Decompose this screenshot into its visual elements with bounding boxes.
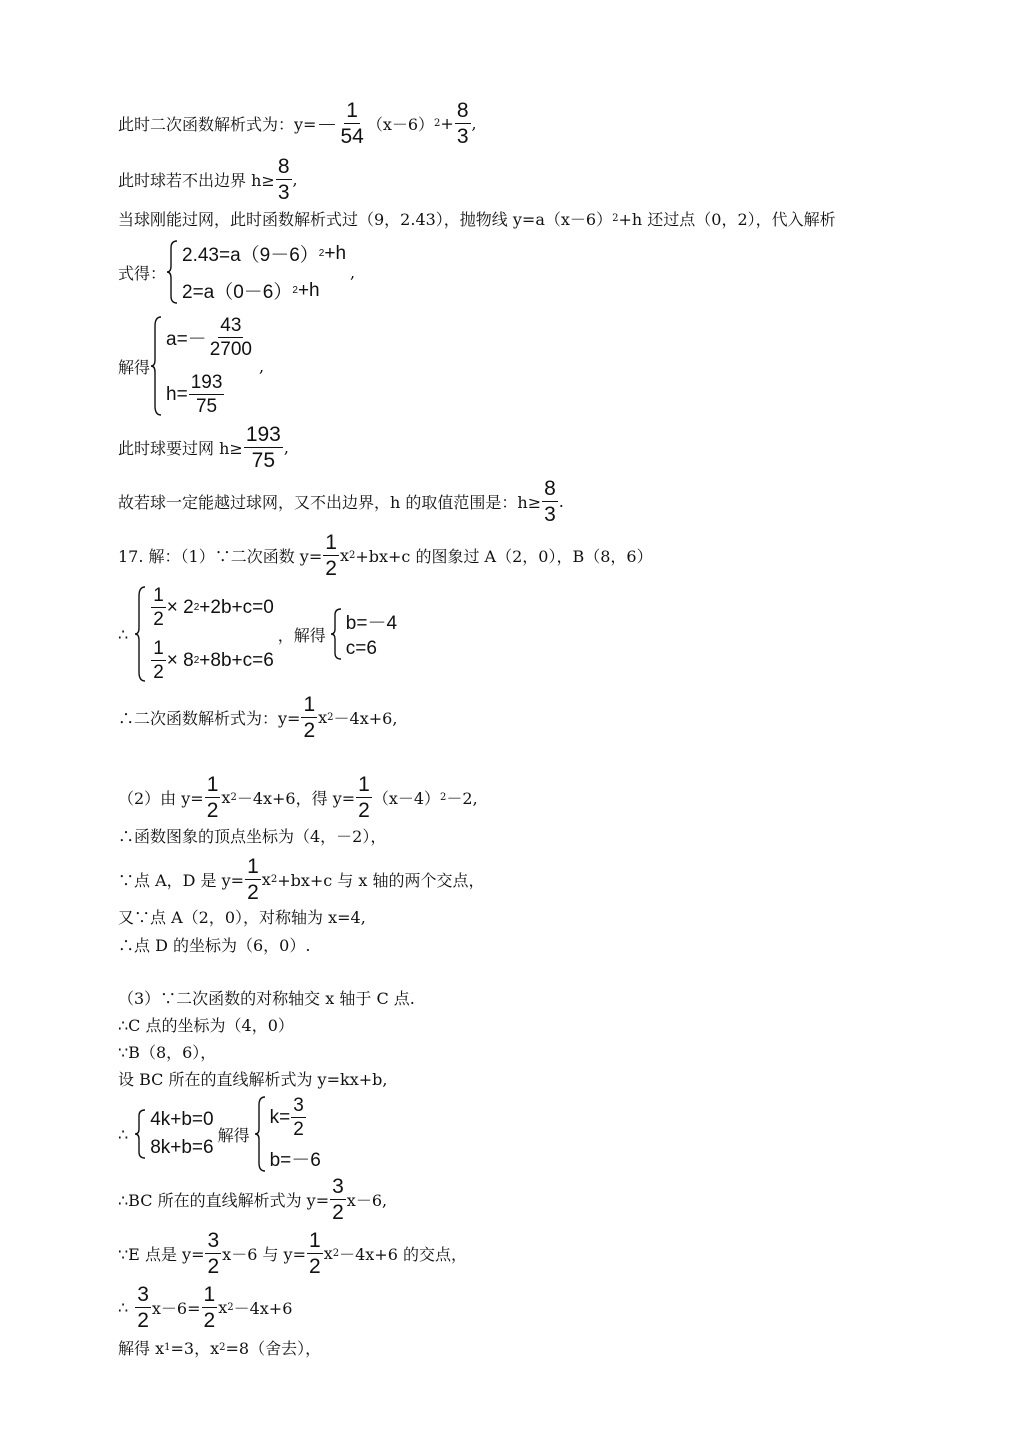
text: x [339, 546, 349, 565]
fraction: $\frac{3}{2}$ [137, 1283, 149, 1332]
text: x－6 与 y= [222, 1245, 306, 1264]
punct: . [558, 492, 564, 511]
left-brace-icon [134, 586, 146, 682]
subscript: 2 [219, 1342, 226, 1353]
therefore-symbol: ∴ [118, 1124, 129, 1144]
text: （2）由 y= [118, 789, 204, 808]
left-brace-icon [134, 1109, 146, 1159]
equation-system: $\frac{1}{2}$ × 2 2 +2b+c=0 $\frac{1}{2}$ × 8 2 +8b+c=6 [134, 586, 274, 682]
solution-system: a=－ $\frac{43}{2700}$ h= $\frac{193}{75}$ [150, 316, 255, 416]
text: x [221, 788, 231, 807]
line-system-equations [118, 240, 355, 304]
text: 此时球要过网 h≥ [118, 439, 243, 458]
line-net-condition [118, 207, 836, 230]
fraction: $\frac{8}{3}$ [456, 99, 469, 148]
exponent: 2 [434, 118, 441, 129]
left-brace-icon [254, 1096, 266, 1172]
text: 当球刚能过网，此时函数解析式过（9，2.43），抛物线 y=a（x－6） [118, 210, 613, 229]
text: 故若球一定能越过球网，又不出边界，h 的取值范围是：h≥ [118, 493, 542, 512]
fraction: $\frac{1}{2}$ [247, 855, 259, 904]
fraction: $\frac{1}{2}$ [203, 1283, 216, 1332]
exponent: 2 [440, 792, 447, 803]
line-part-3 [118, 986, 415, 1009]
fraction: $\frac{43}{2700}$ [209, 315, 252, 360]
line-equation-e [118, 1284, 292, 1331]
text: ∴点 D 的坐标为（6，0）. [118, 936, 311, 955]
fraction: $\frac{1}{2}$ [303, 693, 316, 742]
text: +bx+c 的图象过 A（2，0），B（8，6） [355, 547, 653, 566]
punct: , [283, 438, 289, 457]
exponent: 2 [332, 1248, 340, 1259]
therefore-symbol: ∴ [118, 1298, 129, 1317]
text: ，解得 [277, 625, 326, 645]
text: 式得： [118, 263, 167, 283]
text: ∴C 点的坐标为（4，0） [118, 1016, 294, 1035]
text: －4x+6 [233, 1299, 293, 1318]
fraction: $\frac{1}{2}$ [358, 773, 370, 822]
line-quadratic-result [118, 694, 397, 741]
plus-sign: + [440, 114, 454, 133]
line-point-b [118, 1040, 216, 1063]
text: =3，x [170, 1339, 220, 1358]
minus-sign: － [316, 113, 338, 137]
left-brace-icon [330, 608, 342, 660]
text: （x－4） [372, 789, 441, 808]
line-net-height [118, 424, 289, 471]
line-part-2 [118, 774, 478, 821]
fraction: $\frac{8}{3}$ [277, 155, 290, 204]
text: －4x+6，得 y= [236, 789, 356, 808]
line-bc-setup [118, 1067, 387, 1090]
text: 设 BC 所在的直线解析式为 y=kx+b, [118, 1070, 388, 1089]
fraction: $\frac{1}{2}$ [309, 1229, 321, 1278]
text: ∴二次函数解析式为：y= [118, 709, 301, 728]
fraction: $\frac{8}{3}$ [544, 477, 556, 526]
text: x－6, [346, 1191, 388, 1210]
fraction: $\frac{3}{2}$ [207, 1229, 220, 1278]
text: ∴函数图象的顶点坐标为（4，－2）， [118, 827, 387, 846]
text: +bx+c 与 x 轴的两个交点， [277, 871, 485, 890]
line-boundary-condition [118, 156, 298, 203]
line-axis [118, 905, 366, 928]
text: －4x+6, [333, 709, 398, 728]
fraction: $\frac{3}{2}$ [332, 1175, 344, 1224]
text: ∵B（8，6）， [118, 1043, 217, 1062]
punct: , [292, 170, 298, 189]
left-brace-icon [166, 240, 178, 304]
line-vertex [118, 824, 386, 847]
line-point-e [118, 1230, 467, 1277]
fraction: $\frac{1}{54}$ [340, 99, 364, 148]
fraction: $\frac{193}{75}$ [190, 372, 223, 417]
text: x [218, 1298, 228, 1317]
text: x [261, 870, 271, 889]
text: x [318, 708, 328, 727]
exponent: 2 [230, 792, 237, 803]
subscript: 1 [164, 1342, 171, 1353]
solution-system: k= $\frac{3}{2}$ b=－6 [254, 1096, 321, 1172]
line-point-d [118, 933, 310, 956]
text: =8（舍去）， [225, 1339, 322, 1358]
line-bc-result [118, 1176, 387, 1223]
punct: , [350, 262, 356, 282]
exponent: 2 [327, 712, 334, 723]
exponent: 2 [348, 550, 356, 561]
text: 此时二次函数解析式为：y= [118, 115, 317, 134]
fraction: $\frac{193}{75}$ [245, 423, 281, 472]
exponent: 2 [227, 1302, 234, 1313]
line-problem-17 [118, 532, 653, 579]
line-intersections [118, 856, 485, 903]
exponent: 2 [612, 213, 619, 224]
text: +h 还过点（0，2），代入解析 [618, 210, 836, 229]
line-system-kb [118, 1096, 321, 1172]
text: ∴BC 所在的直线解析式为 y= [118, 1191, 330, 1210]
text: －2, [446, 789, 478, 808]
fraction: $\frac{1}{2}$ [153, 585, 164, 630]
solution-system: b=－4 c=6 [330, 608, 397, 660]
text: ∵E 点是 y= [118, 1245, 205, 1264]
text: x [323, 1244, 333, 1263]
text: －4x+6 的交点， [339, 1245, 467, 1264]
therefore-symbol: ∴ [118, 624, 129, 644]
fraction: $\frac{1}{2}$ [325, 531, 337, 580]
text: x－6= [151, 1299, 201, 1318]
line-conclusion [118, 478, 564, 525]
line-quadratic-expression [118, 100, 477, 147]
line-point-c [118, 1013, 294, 1036]
text: 解得 [217, 1125, 250, 1145]
line-roots [118, 1336, 321, 1359]
punct: , [258, 356, 265, 376]
exponent: 2 [270, 874, 278, 885]
equation-system: 2.43=a（9－6） 2 +h 2=a（0－6） 2 +h [166, 240, 346, 304]
punct: , [471, 114, 477, 133]
text: 此时球若不出边界 h≥ [118, 171, 275, 190]
equation-system: 4k+b=0 8k+b=6 [134, 1109, 213, 1159]
text: 17. 解：（1）∵二次函数 y= [118, 547, 323, 566]
line-solution-a-h [118, 316, 264, 416]
text: 又∵点 A（2，0），对称轴为 x=4, [118, 908, 366, 927]
text: ∵点 A，D 是 y= [118, 871, 245, 890]
left-brace-icon [150, 316, 162, 416]
fraction: $\frac{3}{2}$ [293, 1095, 304, 1140]
text: 解得 [118, 357, 151, 377]
text: （x－6） [366, 115, 435, 134]
line-system-bc [118, 586, 397, 682]
text: （3）∵二次函数的对称轴交 x 轴于 C 点. [118, 989, 415, 1008]
fraction: $\frac{1}{2}$ [206, 773, 219, 822]
text: 解得 x [118, 1339, 165, 1358]
fraction: $\frac{1}{2}$ [153, 638, 164, 683]
